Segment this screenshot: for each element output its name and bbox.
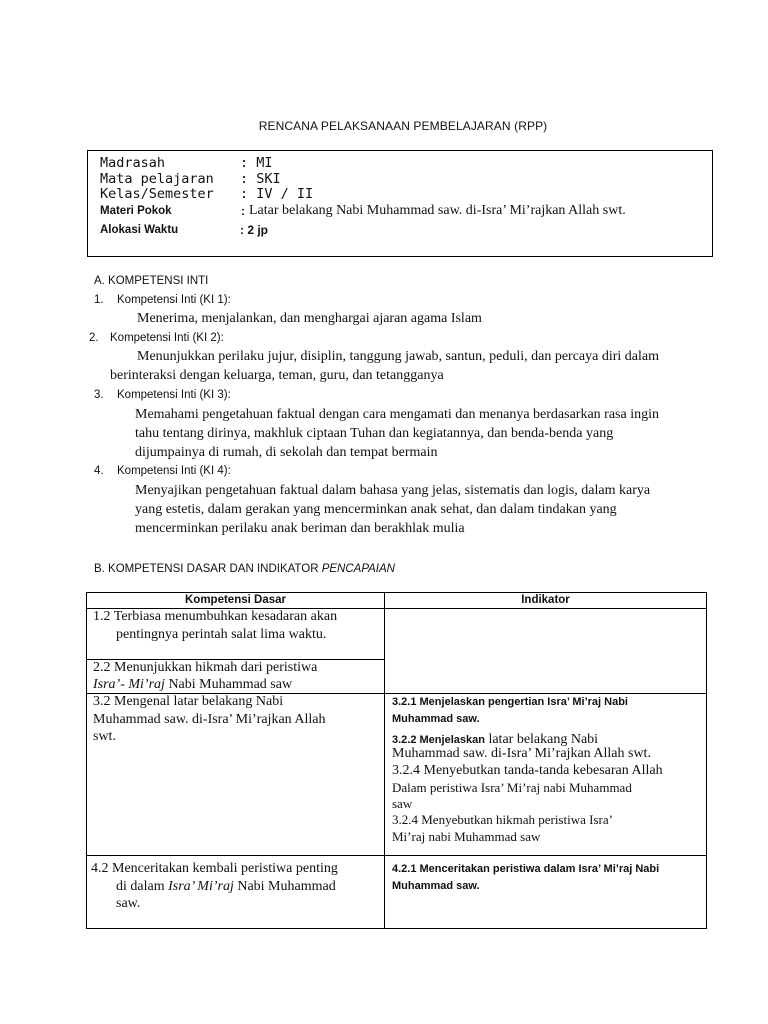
mapel-value: : SKI <box>240 171 281 187</box>
kd-3-2-line-3: swt. <box>93 729 116 744</box>
ind-3-2-1-line-1: 3.2.1 Menjelaskan pengertian Isra’ Mi’raj Nabi <box>392 696 628 708</box>
alokasi-value: : 2 jp <box>240 223 269 237</box>
kd-2-2-nabi: Nabi Muhammad saw <box>164 677 293 692</box>
materi-colon: : <box>241 204 245 218</box>
section-b-heading-italic: PENCAPAIAN <box>321 563 395 575</box>
ind-4-2-1-line-2: Muhammad saw. <box>392 880 480 892</box>
alokasi-label: Alokasi Waktu <box>100 224 179 236</box>
ki4-number: 4. <box>94 465 104 477</box>
madrasah-label: Madrasah <box>100 155 166 171</box>
madrasah-value: : MI <box>240 155 273 171</box>
kd-4-2-di-dalam: di dalam <box>116 879 169 894</box>
ki4-line-3: mencerminkan perilaku anak beriman dan berakhlak mulia <box>135 521 465 536</box>
ind-3-2-4-line-3: saw <box>392 796 413 811</box>
materi-value: Latar belakang Nabi Muhammad saw. di-Isra’ Mi’rajkan Allah swt. <box>249 203 626 218</box>
kd-4-2-line-3: saw. <box>116 896 141 911</box>
row-divider-kd32 <box>87 855 706 856</box>
mapel-label: Mata pelajaran <box>100 171 214 187</box>
ki1-line-1: Menerima, menjalankan, dan menghargai ajaran agama Islam <box>137 311 482 326</box>
ind-3-2-4b-line-2: Mi’raj nabi Muhammad saw <box>392 829 541 844</box>
ind-4-2-1-line-1: 4.2.1 Menceritakan peristiwa dalam Isra’ Mi’raj Nabi <box>392 863 660 875</box>
ki4-title: Kompetensi Inti (KI 4): <box>117 465 231 477</box>
section-b-heading <box>94 563 395 575</box>
ki3-line-1: Memahami pengetahuan faktual dengan cara mengamati dan menanya berdasarkan rasa ingin <box>135 407 659 422</box>
section-b-heading-plain: B. KOMPETENSI DASAR DAN INDIKATOR <box>94 563 322 575</box>
ki3-line-2: tahu tentang dirinya, makhluk ciptaan Tuhan dan kegiatannya, dan benda-benda yang <box>135 426 614 441</box>
ind-3-2-2-text: latar belakang Nabi <box>484 732 599 747</box>
col-header-indikator: Indikator <box>521 594 570 606</box>
ki3-number: 3. <box>94 389 104 401</box>
kd-4-2-isra-miraj: Isra’ Mi’raj <box>168 879 234 894</box>
ind-3-2-4-line-1: 3.2.4 Menyebutkan tanda-tanda kebesaran Allah <box>392 763 663 778</box>
section-a-heading: A. KOMPETENSI INTI <box>94 275 209 287</box>
kd-indicator-table <box>86 592 707 929</box>
ki4-line-1: Menyajikan pengetahuan faktual dalam bahasa yang jelas, sistematis dan logis, dalam karya <box>135 483 651 498</box>
kd-4-2-nabi: Nabi Muhammad <box>233 879 336 894</box>
col-header-kompetensi-dasar: Kompetensi Dasar <box>185 594 286 606</box>
kd-2-2-line-2 <box>93 677 292 693</box>
ki2-title: Kompetensi Inti (KI 2): <box>110 332 224 344</box>
ki1-title: Kompetensi Inti (KI 1): <box>117 294 231 306</box>
ind-3-2-4b-line-1: 3.2.4 Menyebutkan hikmah peristiwa Isra’ <box>392 812 613 827</box>
ki2-line-1: Menunjukkan perilaku jujur, disiplin, tanggung jawab, santun, peduli, dan percaya diri dalam <box>137 349 659 364</box>
kd-1-2-line-2: pentingnya perintah salat lima waktu. <box>116 627 327 642</box>
kd-1-2-line-1: 1.2 Terbiasa menumbuhkan kesadaran akan <box>93 609 338 624</box>
kd-2-2-isra-miraj: Isra’- Mi’raj <box>93 677 165 692</box>
kd-3-2-line-2: Muhammad saw. di-Isra’ Mi’rajkan Allah <box>93 712 326 727</box>
kd-3-2-line-1: 3.2 Mengenal latar belakang Nabi <box>93 694 284 709</box>
kd-4-2-line-2 <box>116 879 336 895</box>
ind-3-2-1-line-2: Muhammad saw. <box>392 713 480 725</box>
ind-3-2-4-line-2: Dalam peristiwa Isra’ Mi’raj nabi Muhammad <box>392 780 632 795</box>
ki1-number: 1. <box>94 294 104 306</box>
kd-2-2-line-1: 2.2 Menunjukkan hikmah dari peristiwa <box>93 660 318 675</box>
ind-3-2-2-line-2: Muhammad saw. di-Isra’ Mi’rajkan Allah swt. <box>392 746 651 761</box>
materi-label: Materi Pokok <box>100 205 172 217</box>
ki3-line-3: dijumpainya di rumah, di sekolah dan tempat bermain <box>135 445 438 460</box>
kelas-label: Kelas/Semester <box>100 186 214 202</box>
ki2-line-2: berinteraksi dengan keluarga, teman, guru, dan tetangganya <box>110 368 444 383</box>
ki3-title: Kompetensi Inti (KI 3): <box>117 389 231 401</box>
ind-3-2-2-number: 3.2.2 Menjelaskan <box>392 734 485 746</box>
document-title: RENCANA PELAKSANAAN PEMBELAJARAN (RPP) <box>258 119 548 133</box>
ki2-number: 2. <box>89 332 99 344</box>
kelas-value: : IV / II <box>240 186 314 202</box>
column-divider <box>384 593 385 928</box>
ki4-line-2: yang estetis, dalam gerakan yang mencerminkan anak sehat, dan dalam tindakan yang <box>135 502 617 517</box>
kd-4-2-line-1: 4.2 Menceritakan kembali peristiwa penting <box>91 861 338 876</box>
